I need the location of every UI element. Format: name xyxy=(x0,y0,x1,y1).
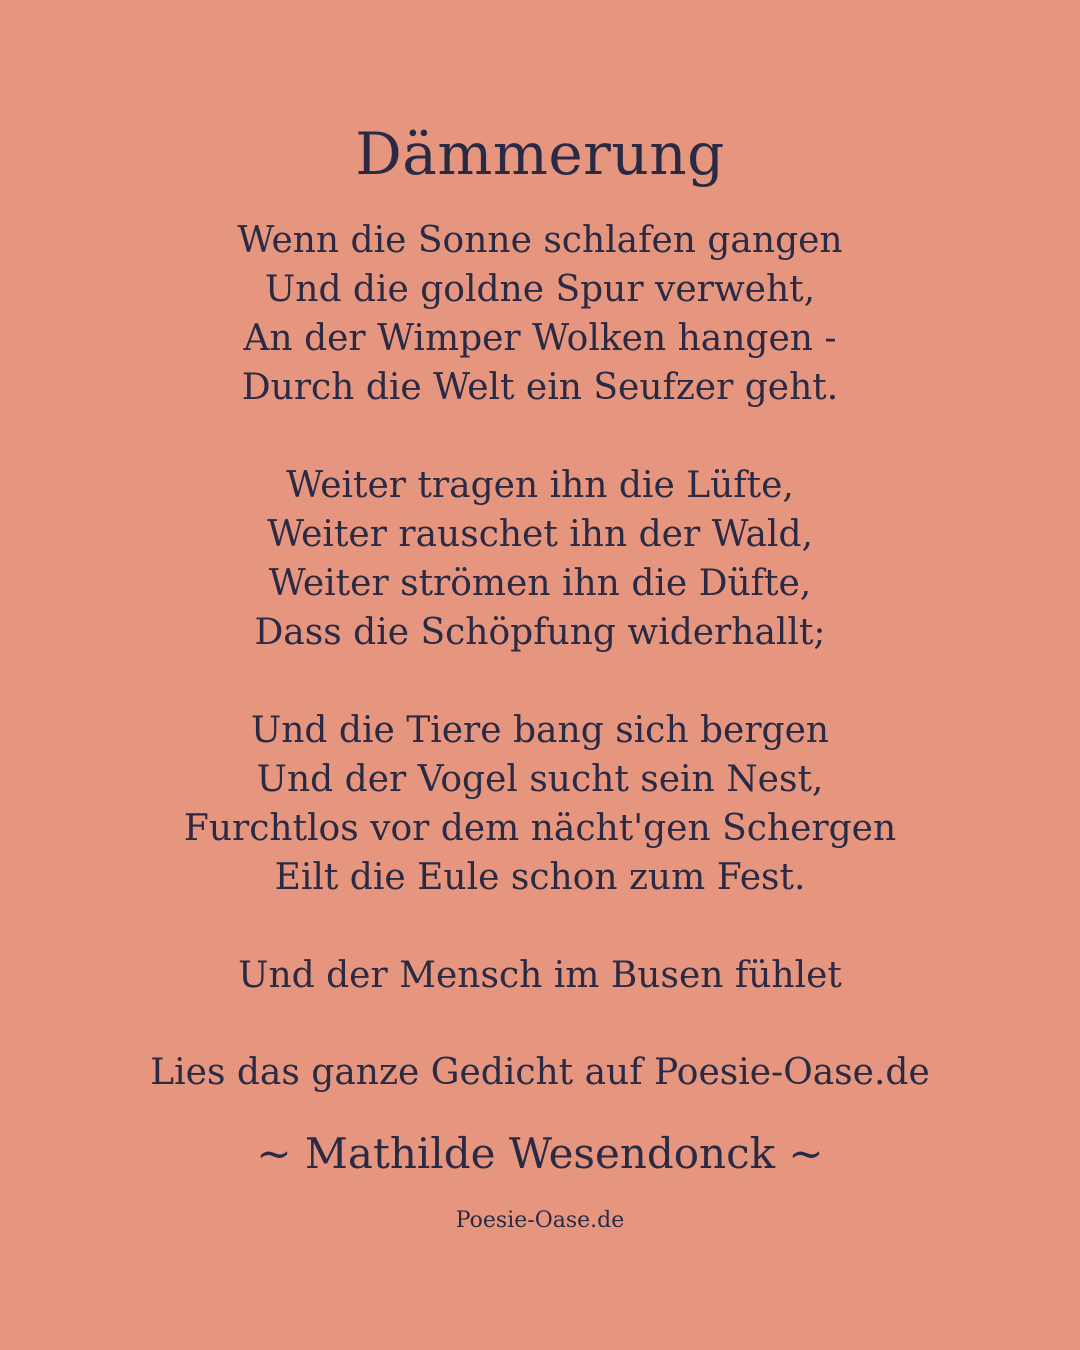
poem-line: Weiter strömen ihn die Düfte, xyxy=(268,563,812,604)
site-watermark: Poesie-Oase.de xyxy=(455,1208,625,1233)
poem-title: Dämmerung xyxy=(355,120,725,188)
poem-line: Und der Vogel sucht sein Nest, xyxy=(256,759,824,800)
stanza-3 xyxy=(0,706,1080,902)
poem-line: An der Wimper Wolken hangen - xyxy=(243,318,837,359)
poem-line: Und der Mensch im Busen fühlet xyxy=(238,955,842,996)
stanza-1 xyxy=(0,216,1080,412)
author-name: ~ Mathilde Wesendonck ~ xyxy=(256,1129,824,1178)
poem-line: Eilt die Eule schon zum Fest. xyxy=(274,857,806,898)
poem-line: Wenn die Sonne schlafen gangen xyxy=(237,220,843,261)
poem-line: Weiter tragen ihn die Lüfte, xyxy=(286,465,794,506)
poem-line: Dass die Schöpfung widerhallt; xyxy=(254,612,826,653)
poem-body xyxy=(0,216,1080,1049)
read-more-text: Lies das ganze Gedicht auf Poesie-Oase.de xyxy=(150,1052,930,1093)
poem-line: Weiter rauschet ihn der Wald, xyxy=(267,514,813,555)
poem-line: Durch die Welt ein Seufzer geht. xyxy=(241,367,839,408)
stanza-2 xyxy=(0,461,1080,657)
stanza-4 xyxy=(0,951,1080,1000)
poem-line: Und die goldne Spur verweht, xyxy=(264,269,816,310)
poem-line: Und die Tiere bang sich bergen xyxy=(250,710,830,751)
poem-line: Furchtlos vor dem nächt'gen Schergen xyxy=(183,808,897,849)
